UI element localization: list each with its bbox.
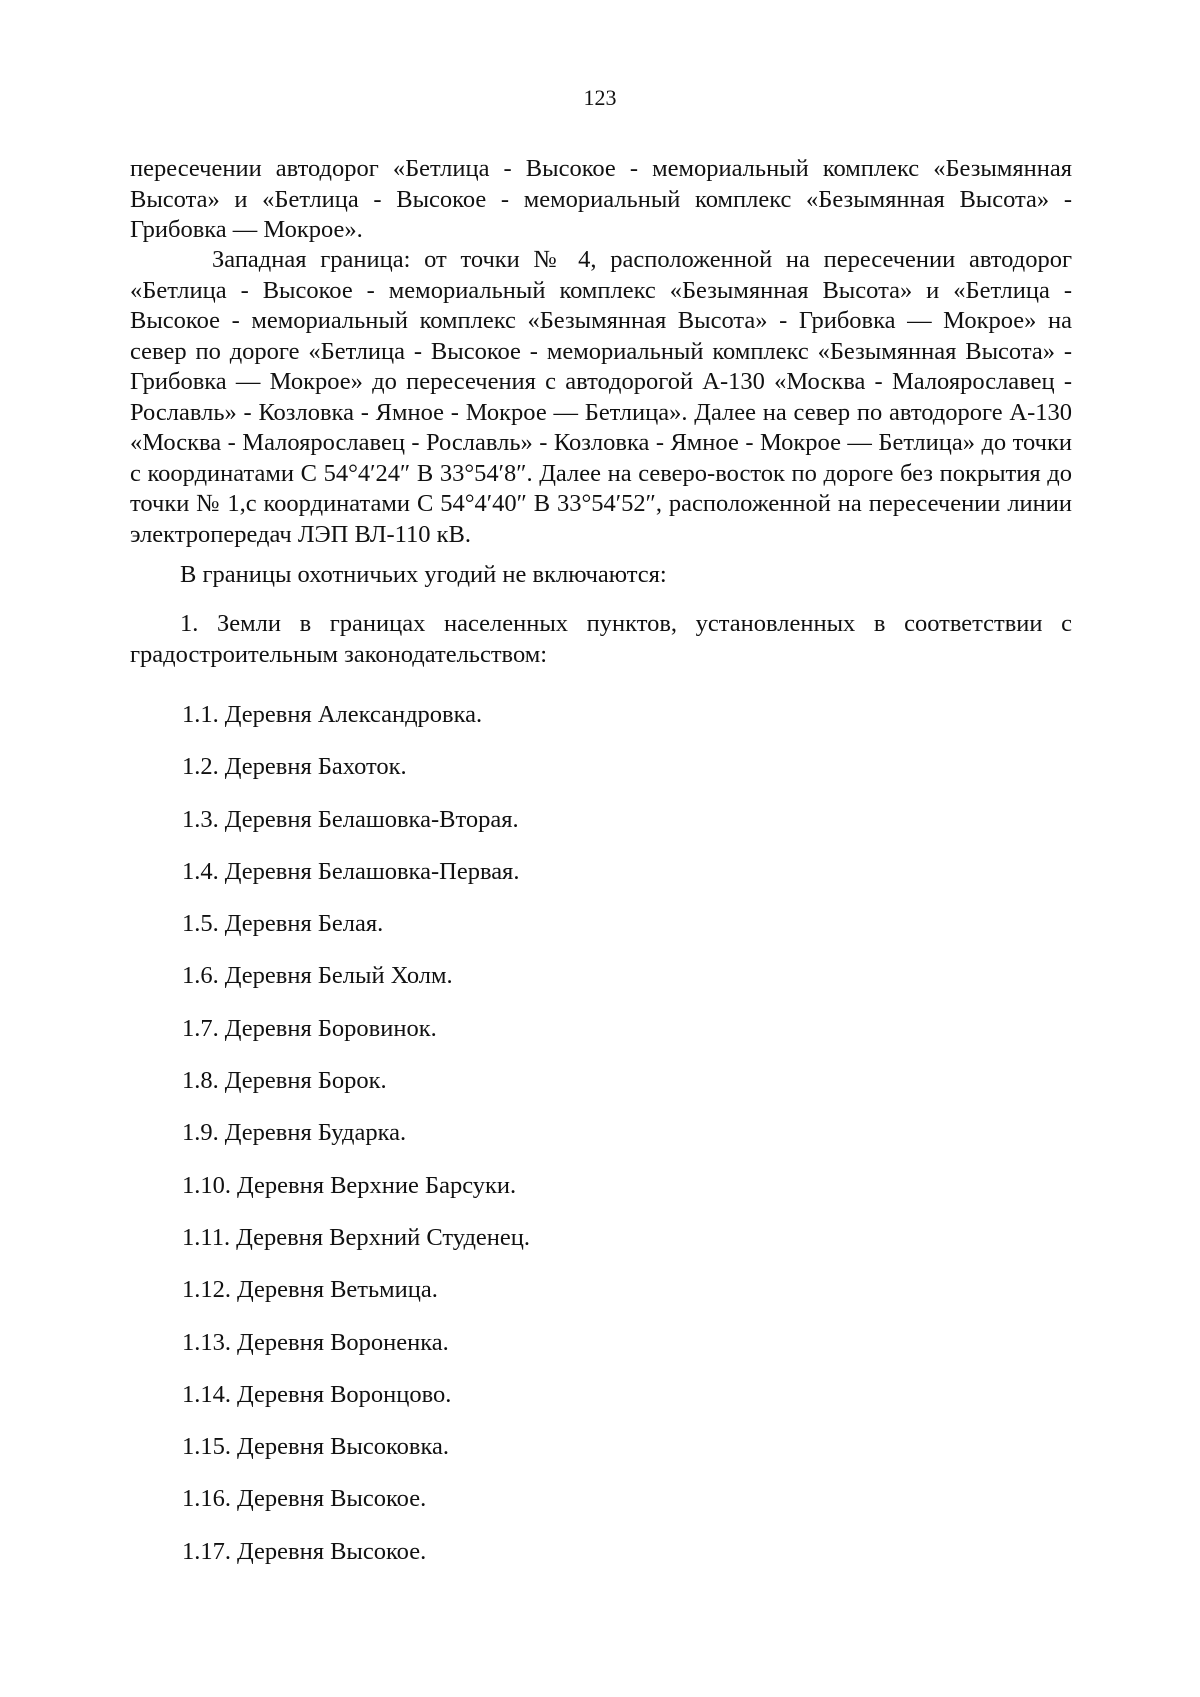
- list-item-text: Деревня Высоковка.: [237, 1433, 450, 1461]
- paragraph-settlement-lands: 1. Земли в границах населенных пунктов, установленных в соответствии с градостроительным законодательством:: [130, 610, 1072, 668]
- list-item-text: Деревня Высокое.: [237, 1485, 427, 1513]
- list-item: [182, 1537, 530, 1589]
- paragraph-western-border: Западная граница: от точки № 4, расположенной на пересечении автодорог «Бетлица - Высокое - мемориальный комплекс «Безымянная Высота» и «Бетлица - Высокое - мемориальный комплекс «Безымянная Высота» - Грибовка — Мокрое» на север по дороге «Бетлица - Высокое - мемориальный комплекс «Безымянная Высота» - Грибовка — Мокрое» до пересечения с автодорогой А-130 «Москва - Малоярославец - Рославль» - Козловка - Ямное - Мокрое — Бетлица». Далее на север по автодороге А-130 «Москва - Малоярославец - Рославль» - Козловка - Ямное - Мокрое — Бетлица» до точки с координатами С 54°4′24″ В 33°54′8″. Далее на северо-восток по дороге без покрытия до точки № 1,с координатами С 54°4′40″ В 33°54′52″, расположенной на пересечении линии электропередач ЛЭП ВЛ-110 кВ.: [130, 246, 1072, 548]
- list-item-number: 1.16.: [182, 1485, 231, 1513]
- list-item-text: Деревня Боровинок.: [224, 1014, 437, 1042]
- list-item-number: 1.11.: [182, 1223, 231, 1251]
- list-item-number: 1.15.: [182, 1433, 231, 1461]
- list-item-number: 1.14.: [182, 1380, 231, 1408]
- list-item: [182, 1328, 530, 1380]
- list-item: [182, 1118, 530, 1170]
- list-item-number: 1.7.: [182, 1014, 219, 1042]
- page-number: 123: [583, 85, 617, 110]
- list-item: [182, 805, 530, 857]
- list-item-number: 1.4.: [182, 857, 219, 885]
- list-item: [182, 1014, 530, 1066]
- list-item: [182, 1223, 530, 1275]
- list-item-number: 1.2.: [182, 753, 219, 781]
- list-item-text: Деревня Борок.: [224, 1067, 387, 1095]
- settlement-list: [182, 700, 530, 1589]
- list-item-text: Деревня Белашовка-Вторая.: [224, 805, 519, 833]
- list-item: [182, 1484, 530, 1536]
- list-item-number: 1.5.: [182, 910, 219, 938]
- list-item-number: 1.8.: [182, 1067, 219, 1095]
- list-item-number: 1.10.: [182, 1171, 231, 1199]
- list-item-number: 1.12.: [182, 1276, 231, 1304]
- list-item-text: Деревня Вороненка.: [237, 1328, 449, 1356]
- list-item-text: Деревня Верхние Барсуки.: [237, 1171, 517, 1199]
- list-item: [182, 1380, 530, 1432]
- list-item-text: Деревня Бударка.: [224, 1119, 407, 1147]
- paragraph-road-intersection: пересечении автодорог «Бетлица - Высокое - мемориальный комплекс «Безымянная Высота» и «Бетлица - Высокое - мемориальный комплекс «Безымянная Высота» - Грибовка — Мокрое».: [130, 155, 1072, 243]
- list-item-number: 1.6.: [182, 962, 219, 990]
- list-item: [182, 857, 530, 909]
- list-item-number: 1.17.: [182, 1537, 231, 1565]
- list-item-text: Деревня Белый Холм.: [224, 962, 453, 990]
- list-item-text: Деревня Белая.: [224, 910, 384, 938]
- list-item: [182, 909, 530, 961]
- list-item-text: Деревня Ветьмица.: [237, 1276, 438, 1304]
- list-item: [182, 1171, 530, 1223]
- list-item-number: 1.1.: [182, 701, 219, 728]
- list-item: [182, 752, 530, 804]
- list-item: [182, 1275, 530, 1327]
- list-item: [182, 1066, 530, 1118]
- list-item-text: Деревня Верхний Студенец.: [236, 1223, 531, 1251]
- paragraph-exclusions-heading: В границы охотничьих угодий не включаются:: [180, 561, 667, 588]
- list-item: [182, 700, 530, 752]
- list-item-number: 1.9.: [182, 1119, 219, 1147]
- list-item-text: Деревня Бахоток.: [224, 753, 407, 781]
- list-item: [182, 961, 530, 1013]
- list-item-text: Деревня Высокое.: [237, 1537, 427, 1565]
- list-item-number: 1.3.: [182, 805, 219, 833]
- list-item-text: Деревня Воронцово.: [237, 1380, 452, 1408]
- list-item-number: 1.13.: [182, 1328, 231, 1356]
- list-item-text: Деревня Белашовка-Первая.: [224, 857, 520, 885]
- list-item-text: Деревня Александровка.: [224, 701, 483, 728]
- list-item: [182, 1432, 530, 1484]
